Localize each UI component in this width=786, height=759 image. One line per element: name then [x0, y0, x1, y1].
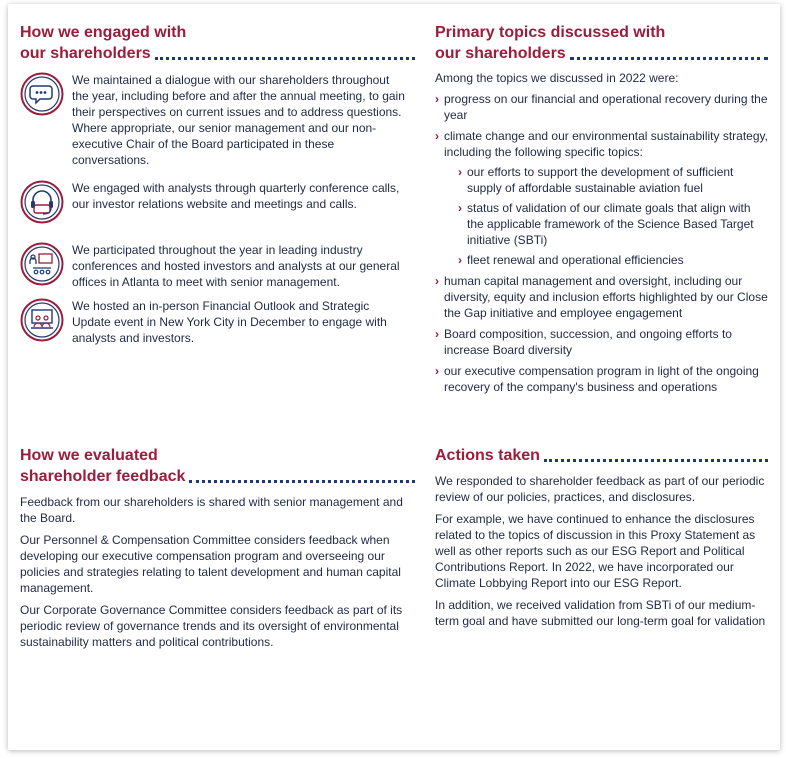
- engaged-item: We hosted an in-person Financial Outlook and Strategic Update event in New York City in December to engage with analysts and investors.: [20, 298, 415, 346]
- topics-section: [435, 22, 768, 395]
- list-item: › progress on our financial and operational recovery during the year: [435, 92, 768, 122]
- chevron-right-icon: ›: [435, 327, 439, 341]
- sub-list-item: › fleet renewal and operational efficiencies: [458, 253, 684, 267]
- engaged-item: We maintained a dialogue with our shareholders throughout the year, including before and after the annual meeting, to gain their perspectives on current issues and to address questions. Where appropriate, our senior management and our non-executive Chair of the Board participated in these conversations.: [20, 72, 415, 168]
- actions-section: [435, 445, 768, 629]
- chevron-right-icon: ›: [435, 92, 439, 106]
- actions-paragraph: For example, we have continued to enhance the disclosures related to the topics of discussion in this Proxy Statement as well as other reports such as our ESG Report and Political Contributions Report. In 2022, we have incorporated our Climate Lobbying Report into our ESG Report.: [435, 512, 756, 590]
- topics-heading: Primary topics discussed with our shareholders: [435, 22, 768, 64]
- chevron-right-icon: ›: [458, 201, 462, 215]
- topics-list: [435, 91, 768, 395]
- chevron-right-icon: ›: [435, 274, 439, 288]
- list-item: › climate change and our environmental sustainability strategy, including the following specific topics: › our efforts to support the development of sufficient supply of affordable sustainable aviation fuel › status of validation of our climate goals that align with the applicable framework of the Science Based Target initiative (SBTi) › fleet renewal and operational efficiencies: [435, 129, 768, 267]
- chevron-right-icon: ›: [435, 129, 439, 143]
- list-item: › human capital management and oversight, including our diversity, equity and inclusion efforts highlighted by our Close the Gap initiative and employee engagement: [435, 274, 768, 320]
- sub-list-item: › our efforts to support the development of sufficient supply of affordable sustainable aviation fuel: [458, 165, 734, 195]
- conference-icon: [20, 242, 64, 286]
- evaluated-heading: How we evaluated shareholder feedback: [20, 445, 415, 487]
- dotted-rule: [544, 459, 768, 462]
- topics-intro: Among the topics we discussed in 2022 were:: [435, 71, 679, 85]
- chevron-right-icon: ›: [435, 364, 439, 378]
- headset-icon: [20, 180, 64, 224]
- evaluated-paragraph: Feedback from our shareholders is shared with senior management and the Board.: [20, 495, 403, 525]
- evaluated-paragraph: Our Corporate Governance Committee considers feedback as part of its periodic review of governance trends and its oversight of environmental sustainability matters and political contributions.: [20, 603, 403, 649]
- chevron-right-icon: ›: [458, 253, 462, 267]
- engaged-item: We engaged with analysts through quarterly conference calls, our investor relations website and meetings and calls.: [20, 180, 415, 224]
- dotted-rule: [189, 480, 415, 483]
- engaged-section: [20, 22, 415, 346]
- actions-paragraph: In addition, we received validation from SBTi of our medium-term goal and have submitted our long-term goal for validation: [435, 598, 766, 628]
- chevron-right-icon: ›: [458, 165, 462, 179]
- dotted-rule: [155, 57, 415, 60]
- engaged-heading: How we engaged with our shareholders: [20, 22, 415, 64]
- presentation-icon: [20, 298, 64, 342]
- dotted-rule: [570, 57, 768, 60]
- actions-heading: Actions taken: [435, 445, 768, 466]
- document-card: [8, 4, 780, 750]
- list-item: › Board composition, succession, and ongoing efforts to increase Board diversity: [435, 327, 732, 357]
- sub-list-item: › status of validation of our climate goals that align with the applicable framework of the Science Based Target initiative (SBTi): [458, 201, 754, 247]
- chat-bubbles-icon: [20, 72, 64, 116]
- list-item: › our executive compensation program in light of the ongoing recovery of the company's business and operations: [435, 364, 759, 394]
- engaged-item: We participated throughout the year in leading industry conferences and hosted investors and analysts at our general offices in Atlanta to meet with senior management.: [20, 242, 415, 290]
- evaluated-paragraph: Our Personnel & Compensation Committee considers feedback when developing our executive compensation program and overseeing our policies and strategies relating to talent development and human capital management.: [20, 533, 401, 595]
- evaluated-section: [20, 445, 415, 650]
- actions-paragraph: We responded to shareholder feedback as part of our periodic review of our policies, practices, and disclosures.: [435, 474, 765, 504]
- sub-list: [458, 164, 768, 268]
